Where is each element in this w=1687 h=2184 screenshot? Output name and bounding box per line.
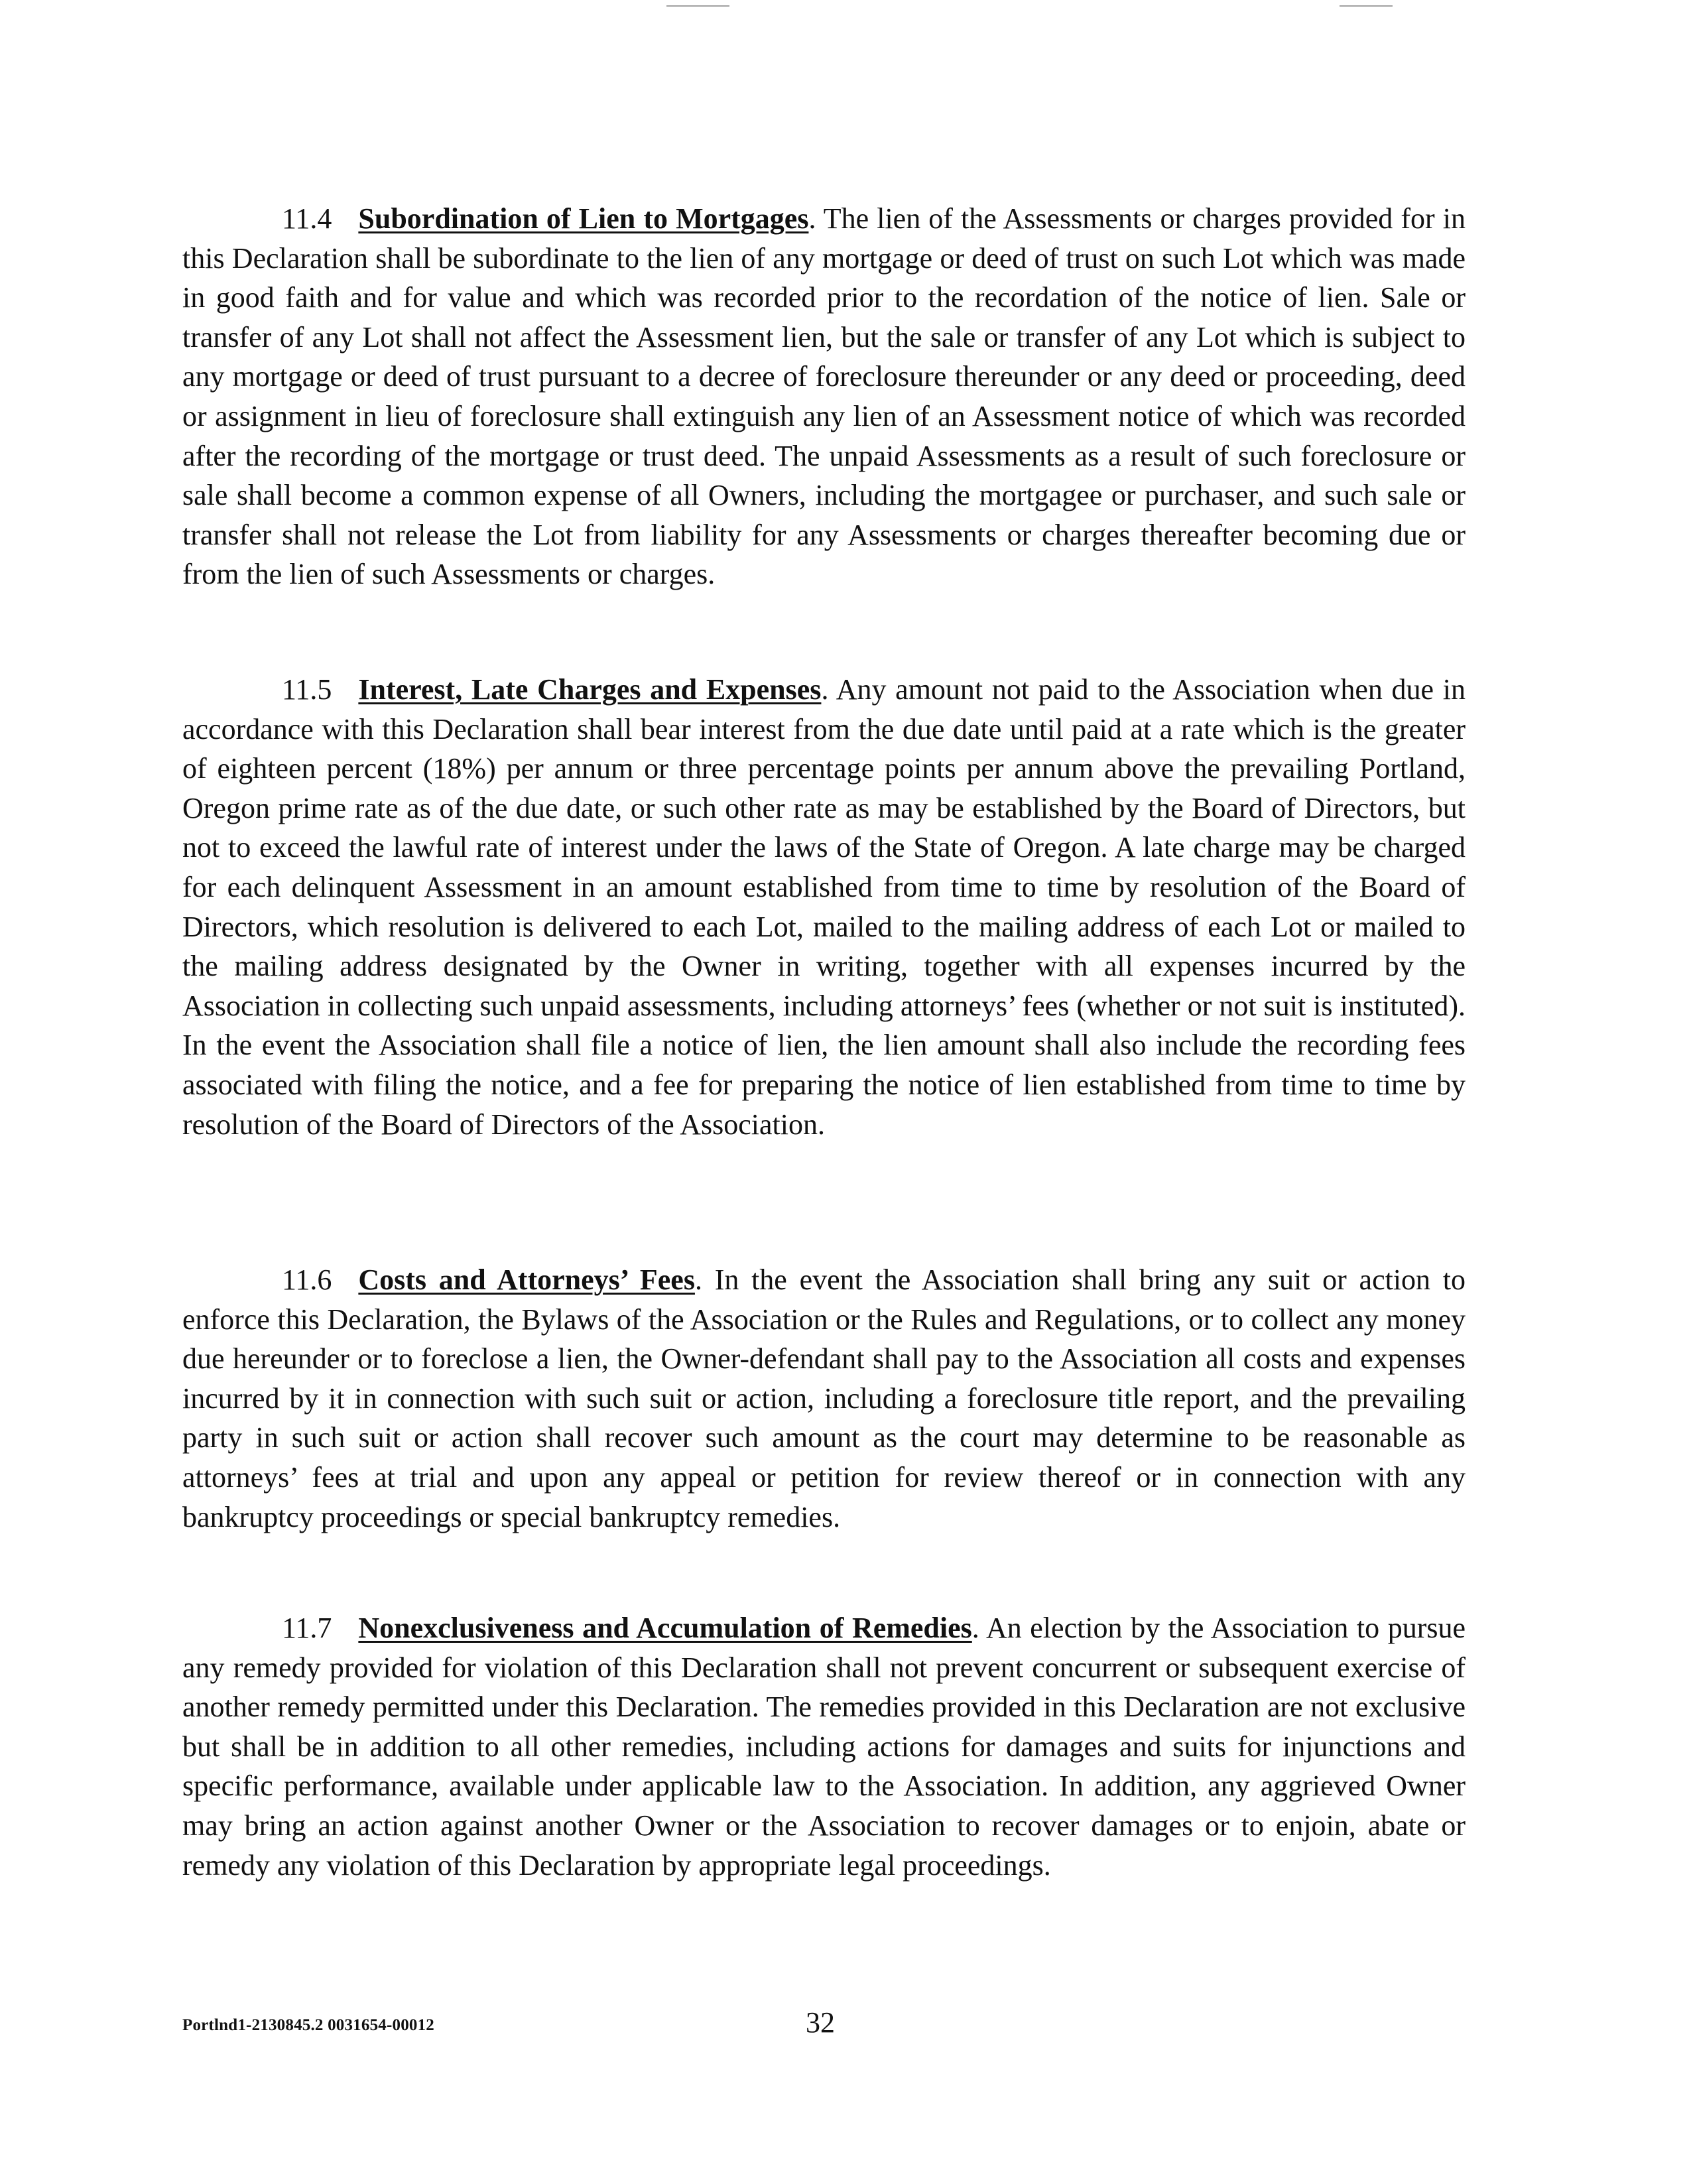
section-number: 11.5 bbox=[282, 673, 332, 706]
section-heading: Interest, Late Charges and Expenses bbox=[358, 673, 822, 706]
section-body: Any amount not paid to the Association when due in accordance with this Declaration shall bear interest from the due date until paid at a rate which is the greater of eighteen percent (18%) per annum or three percentage points per annum above the prevailing Portland, Oregon prime rate as of the due date, or such other rate as may be established by the Board of Directors, but not to exceed the lawful rate of interest under the laws of the State of Oregon. A late charge may be charged for each delinquent Assessment in an amount established from time to time by resolution of the Board of Directors, which resolution is delivered to each Lot, mailed to the mailing address of each Lot or mailed to the mailing address designated by the Owner in writing, together with all expenses incurred by the Association in collecting such unpaid assessments, including attorneys’ fees (whether or not suit is instituted). In the event the Association shall file a notice of lien, the lien amount shall also include the recording fees associated with filing the notice, and a fee for preparing the notice of lien established from time to time by resolution of the Board of Directors of the Association. bbox=[182, 673, 1466, 1141]
section-number: 11.7 bbox=[282, 1612, 332, 1644]
section-body: An election by the Association to pursue any remedy provided for violation of this Declaration shall not prevent concurrent or subsequent exercise of another remedy permitted under this Declaration. The remedies provided in this Declaration are not exclusive but shall be in addition to all other remedies, including actions for damages and suits for injunctions and specific performance, available under applicable law to the Association. In addition, any aggrieved Owner may bring an action against another Owner or the Association to recover damages or to enjoin, abate or remedy any violation of this Declaration by appropriate legal proceedings. bbox=[182, 1612, 1466, 1882]
scan-artifact-line bbox=[1340, 5, 1393, 7]
section-11-4: 11.4 Subordination of Lien to Mortgages. The lien of the Assessments or charges provided for in this Declaration shall be subordinate to the lien of any mortgage or deed of trust on such Lot which was made in good faith and for value and which was recorded prior to the recordation of the notice of lien. Sale or transfer of any Lot shall not affect the Assessment lien, but the sale or transfer of any Lot which is subject to any mortgage or deed of trust pursuant to a decree of foreclosure thereunder or any deed or proceeding, deed or assignment in lieu of foreclosure shall extinguish any lien of an Assessment notice of which was recorded after the recording of the mortgage or trust deed. The unpaid Assessments as a result of such foreclosure or sale shall become a common expense of all Owners, including the mortgagee or purchaser, and such sale or transfer shall not release the Lot from liability for any Assessments or charges thereafter becoming due or from the lien of such Assessments or charges. bbox=[182, 199, 1466, 594]
footer-document-id: Portlnd1-2130845.2 0031654-00012 bbox=[182, 2016, 434, 2034]
section-body: The lien of the Assessments or charges provided for in this Declaration shall be subordinate to the lien of any mortgage or deed of trust on such Lot which was made in good faith and for value and which was recorded prior to the recordation of the notice of lien. Sale or transfer of any Lot shall not affect the Assessment lien, but the sale or transfer of any Lot which is subject to any mortgage or deed of trust pursuant to a decree of foreclosure thereunder or any deed or proceeding, deed or assignment in lieu of foreclosure shall extinguish any lien of an Assessment notice of which was recorded after the recording of the mortgage or trust deed. The unpaid Assessments as a result of such foreclosure or sale shall become a common expense of all Owners, including the mortgagee or purchaser, and such sale or transfer shall not release the Lot from liability for any Assessments or charges thereafter becoming due or from the lien of such Assessments or charges. bbox=[182, 202, 1466, 591]
page-number: 32 bbox=[806, 2006, 835, 2039]
scan-artifact-line bbox=[666, 5, 729, 7]
section-number: 11.6 bbox=[282, 1263, 332, 1296]
section-number: 11.4 bbox=[282, 202, 332, 235]
section-heading: Nonexclusiveness and Accumulation of Remedies bbox=[358, 1612, 972, 1644]
section-heading: Subordination of Lien to Mortgages bbox=[358, 202, 809, 235]
section-body: In the event the Association shall bring any suit or action to enforce this Declaration, the Bylaws of the Association or the Rules and Regulations, or to collect any money due hereunder or to foreclose a lien, the Owner-defendant shall pay to the Association all costs and expenses incurred by it in connection with such suit or action, including a foreclosure title report, and the prevailing party in such suit or action shall recover such amount as the court may determine to be reasonable as attorneys’ fees at trial and upon any appeal or petition for review thereof or in connection with any bankruptcy proceedings or special bankruptcy remedies. bbox=[182, 1263, 1466, 1533]
section-heading: Costs and Attorneys’ Fees bbox=[358, 1263, 695, 1296]
section-11-7: 11.7 Nonexclusiveness and Accumulation of Remedies. An election by the Association to pursue any remedy provided for violation of this Declaration shall not prevent concurrent or subsequent exercise of another remedy permitted under this Declaration. The remedies provided in this Declaration are not exclusive but shall be in addition to all other remedies, including actions for damages and suits for injunctions and specific performance, available under applicable law to the Association. In addition, any aggrieved Owner may bring an action against another Owner or the Association to recover damages or to enjoin, abate or remedy any violation of this Declaration by appropriate legal proceedings. bbox=[182, 1608, 1466, 1885]
section-11-5: 11.5 Interest, Late Charges and Expenses. Any amount not paid to the Association when due in accordance with this Declaration shall bear interest from the due date until paid at a rate which is the greater of eighteen percent (18%) per annum or three percentage points per annum above the prevailing Portland, Oregon prime rate as of the due date, or such other rate as may be established by the Board of Directors, but not to exceed the lawful rate of interest under the laws of the State of Oregon. A late charge may be charged for each delinquent Assessment in an amount established from time to time by resolution of the Board of Directors, which resolution is delivered to each Lot, mailed to the mailing address of each Lot or mailed to the mailing address designated by the Owner in writing, together with all expenses incurred by the Association in collecting such unpaid assessments, including attorneys’ fees (whether or not suit is instituted). In the event the Association shall file a notice of lien, the lien amount shall also include the recording fees associated with filing the notice, and a fee for preparing the notice of lien established from time to time by resolution of the Board of Directors of the Association. bbox=[182, 670, 1466, 1144]
section-11-6: 11.6 Costs and Attorneys’ Fees. In the event the Association shall bring any suit or action to enforce this Declaration, the Bylaws of the Association or the Rules and Regulations, or to collect any money due hereunder or to foreclose a lien, the Owner-defendant shall pay to the Association all costs and expenses incurred by it in connection with such suit or action, including a foreclosure title report, and the prevailing party in such suit or action shall recover such amount as the court may determine to be reasonable as attorneys’ fees at trial and upon any appeal or petition for review thereof or in connection with any bankruptcy proceedings or special bankruptcy remedies. bbox=[182, 1260, 1466, 1537]
